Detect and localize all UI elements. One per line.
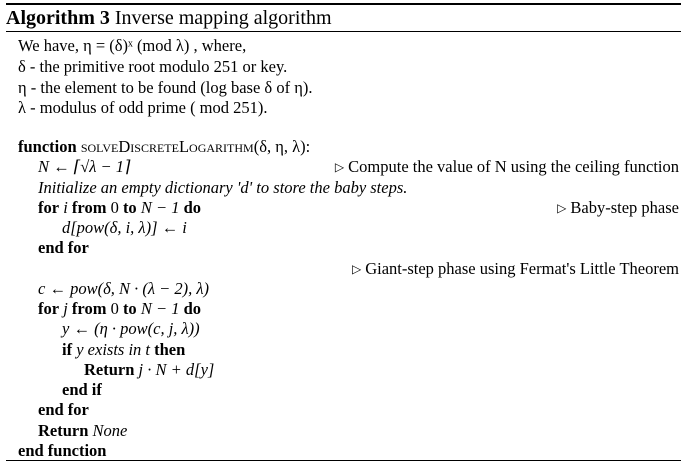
return-statement bbox=[84, 360, 214, 380]
for-j-start: 0 bbox=[110, 299, 119, 318]
caption-label: Algorithm 3 bbox=[6, 7, 110, 29]
function-keyword: function bbox=[18, 137, 77, 156]
intro-line-1 bbox=[6, 36, 681, 56]
algorithm-caption bbox=[6, 6, 332, 30]
intro-line-2 bbox=[6, 57, 681, 77]
n-comment bbox=[335, 157, 679, 178]
giant-comment bbox=[352, 259, 679, 280]
for-i-var: i bbox=[63, 198, 68, 217]
n-assign: N ← ⌈√λ − 1⌉ bbox=[38, 157, 131, 176]
for-i-end: N − 1 bbox=[140, 198, 180, 217]
y-assign-line bbox=[6, 319, 681, 339]
comment-triangle-icon: ▷ bbox=[351, 262, 362, 276]
for-j-end: N − 1 bbox=[140, 299, 180, 318]
d-assign-line bbox=[6, 218, 681, 238]
return-keyword: Return bbox=[84, 360, 135, 379]
intro-text-3: η - the element to be found (log base δ of η). bbox=[18, 78, 313, 97]
end-if: end if bbox=[62, 380, 102, 399]
if-statement bbox=[62, 340, 185, 360]
intro-text-4: λ - modulus of odd prime ( mod 251). bbox=[18, 98, 268, 117]
end-for-2: end for bbox=[38, 400, 89, 419]
end-function-line bbox=[6, 441, 681, 461]
baby-comment bbox=[557, 198, 679, 219]
function-name: solveDiscreteLogarithm bbox=[80, 137, 254, 156]
to-keyword: to bbox=[122, 198, 137, 217]
intro-text-2: δ - the primitive root modulo 251 or key. bbox=[18, 57, 288, 76]
end-for-2-line bbox=[6, 400, 681, 420]
init-dict-line bbox=[6, 178, 681, 198]
do-keyword: do bbox=[183, 299, 202, 318]
end-for-1: end for bbox=[38, 238, 89, 257]
function-header-line bbox=[6, 137, 681, 157]
return-none-value: None bbox=[92, 421, 128, 440]
return-expression: j · N + d[y] bbox=[138, 360, 215, 379]
if-condition: y exists in t bbox=[76, 340, 150, 359]
intro-text-1: We have, η = (δ)ˣ (mod λ) , where, bbox=[18, 36, 247, 55]
return-keyword: Return bbox=[38, 421, 89, 440]
comment-triangle-icon: ▷ bbox=[557, 201, 567, 215]
c-assign-line bbox=[6, 279, 681, 299]
caption-rule bbox=[6, 31, 681, 32]
for-i-line bbox=[6, 198, 681, 218]
function-args: (δ, η, λ): bbox=[253, 137, 311, 156]
intro-line-4 bbox=[6, 98, 681, 118]
bottom-rule bbox=[6, 460, 681, 461]
if-line bbox=[6, 340, 681, 360]
return-line bbox=[6, 360, 681, 380]
baby-comment-text: Baby-step phase bbox=[570, 198, 679, 217]
do-keyword: do bbox=[183, 198, 202, 217]
then-keyword: then bbox=[154, 340, 186, 359]
y-assign: y ← (η · pow(c, j, λ)) bbox=[62, 319, 200, 338]
for-keyword: for bbox=[38, 198, 60, 217]
top-rule bbox=[6, 3, 681, 5]
end-if-line bbox=[6, 380, 681, 400]
n-comment-text: Compute the value of N using the ceiling function bbox=[348, 157, 679, 176]
end-function: end function bbox=[18, 441, 107, 460]
for-i-start: 0 bbox=[110, 198, 119, 217]
return-none-line bbox=[6, 421, 681, 441]
init-dict: Initialize an empty dictionary 'd' to store the baby steps. bbox=[38, 178, 408, 197]
intro-line-3 bbox=[6, 78, 681, 98]
for-j-line bbox=[6, 299, 681, 319]
giant-comment-line bbox=[6, 259, 681, 279]
for-i bbox=[38, 198, 201, 218]
for-j-var: j bbox=[63, 299, 68, 318]
comment-triangle-icon: ▷ bbox=[334, 160, 345, 174]
c-assign: c ← pow(δ, N · (λ − 2), λ) bbox=[38, 279, 210, 298]
if-keyword: if bbox=[62, 340, 73, 359]
function-header bbox=[18, 137, 310, 157]
for-keyword: for bbox=[38, 299, 60, 318]
d-assign: d[pow(δ, i, λ)] ← i bbox=[62, 218, 187, 237]
from-keyword: from bbox=[71, 198, 107, 217]
caption-title: Inverse mapping algorithm bbox=[114, 7, 332, 29]
n-assign-line bbox=[6, 157, 681, 177]
return-none-statement bbox=[38, 421, 127, 441]
to-keyword: to bbox=[122, 299, 137, 318]
for-j bbox=[38, 299, 201, 319]
giant-comment-text: Giant-step phase using Fermat's Little Theorem bbox=[365, 259, 679, 278]
end-for-1-line bbox=[6, 238, 681, 258]
algorithm-block bbox=[6, 0, 681, 462]
from-keyword: from bbox=[71, 299, 107, 318]
